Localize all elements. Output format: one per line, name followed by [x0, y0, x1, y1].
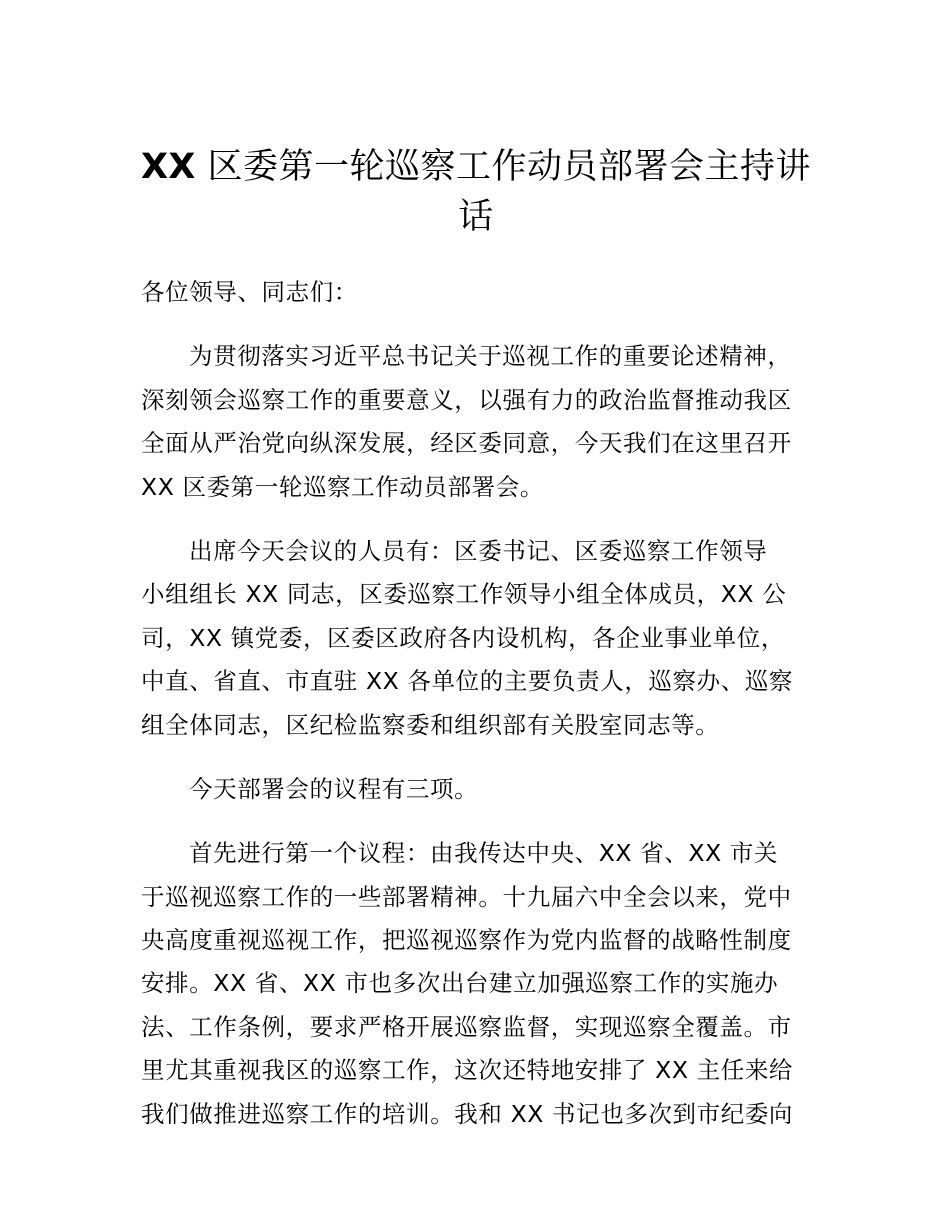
- paragraph-4: [141, 832, 813, 1136]
- paragraph-3: [141, 768, 813, 811]
- paragraph-line: 中直、省直、市直驻 XX 各单位的主要负责人，巡察办、巡察: [141, 667, 794, 696]
- paragraph-line: 首先进行第一个议程：由我传达中央、XX 省、XX 市关: [189, 839, 779, 868]
- paragraph-line: 组全体同志，区纪检监察委和组织部有关股室同志等。: [141, 710, 720, 739]
- paragraph-line: 央高度重视巡视工作，把巡视巡察作为党内监督的战略性制度: [141, 926, 792, 955]
- salutation-text: 各位领导、同志们：: [141, 278, 358, 306]
- paragraph-1: [141, 335, 813, 509]
- paragraph-line: 今天部署会的议程有三项。: [189, 774, 479, 803]
- salutation: [141, 271, 813, 314]
- paragraph-line: XX 区委第一轮巡察工作动员部署会。: [141, 472, 544, 501]
- paragraph-line: 法、工作条例，要求严格开展巡察监督，实现巡察全覆盖。市: [141, 1012, 792, 1041]
- paragraph-line: 我们做推进巡察工作的培训。我和 XX 书记也多次到市纪委向: [141, 1099, 794, 1128]
- document-body: [141, 271, 813, 1157]
- paragraph-2: [141, 530, 813, 747]
- document-title: [140, 142, 812, 242]
- paragraph-line: 出席今天会议的人员有：区委书记、区委巡察工作领导: [189, 536, 768, 565]
- paragraph-line: 安排。XX 省、XX 市也多次出台建立加强巡察工作的实施办: [141, 969, 779, 998]
- paragraph-line: 为贯彻落实习近平总书记关于巡视工作的重要论述精神，: [189, 342, 792, 371]
- paragraph-line: 深刻领会巡察工作的重要意义，以强有力的政治监督推动我区: [141, 385, 792, 414]
- paragraph-line: 于巡视巡察工作的一些部署精神。十九届六中全会以来，党中: [141, 882, 792, 911]
- paragraph-line: 小组组长 XX 同志，区委巡察工作领导小组全体成员，XX 公: [141, 580, 787, 609]
- title-line-2: 话: [458, 197, 494, 237]
- title-prefix: XX: [140, 147, 196, 187]
- paragraph-line: 全面从严治党向纵深发展，经区委同意，今天我们在这里召开: [141, 429, 792, 458]
- paragraph-line: 里尤其重视我区的巡察工作，这次还特地安排了 XX 主任来给: [141, 1056, 794, 1085]
- title-line-1: [140, 142, 812, 192]
- title-line-1-text: 区委第一轮巡察工作动员部署会主持讲: [195, 147, 812, 187]
- paragraph-line: 司，XX 镇党委，区委区政府各内设机构，各企业事业单位，: [141, 623, 785, 652]
